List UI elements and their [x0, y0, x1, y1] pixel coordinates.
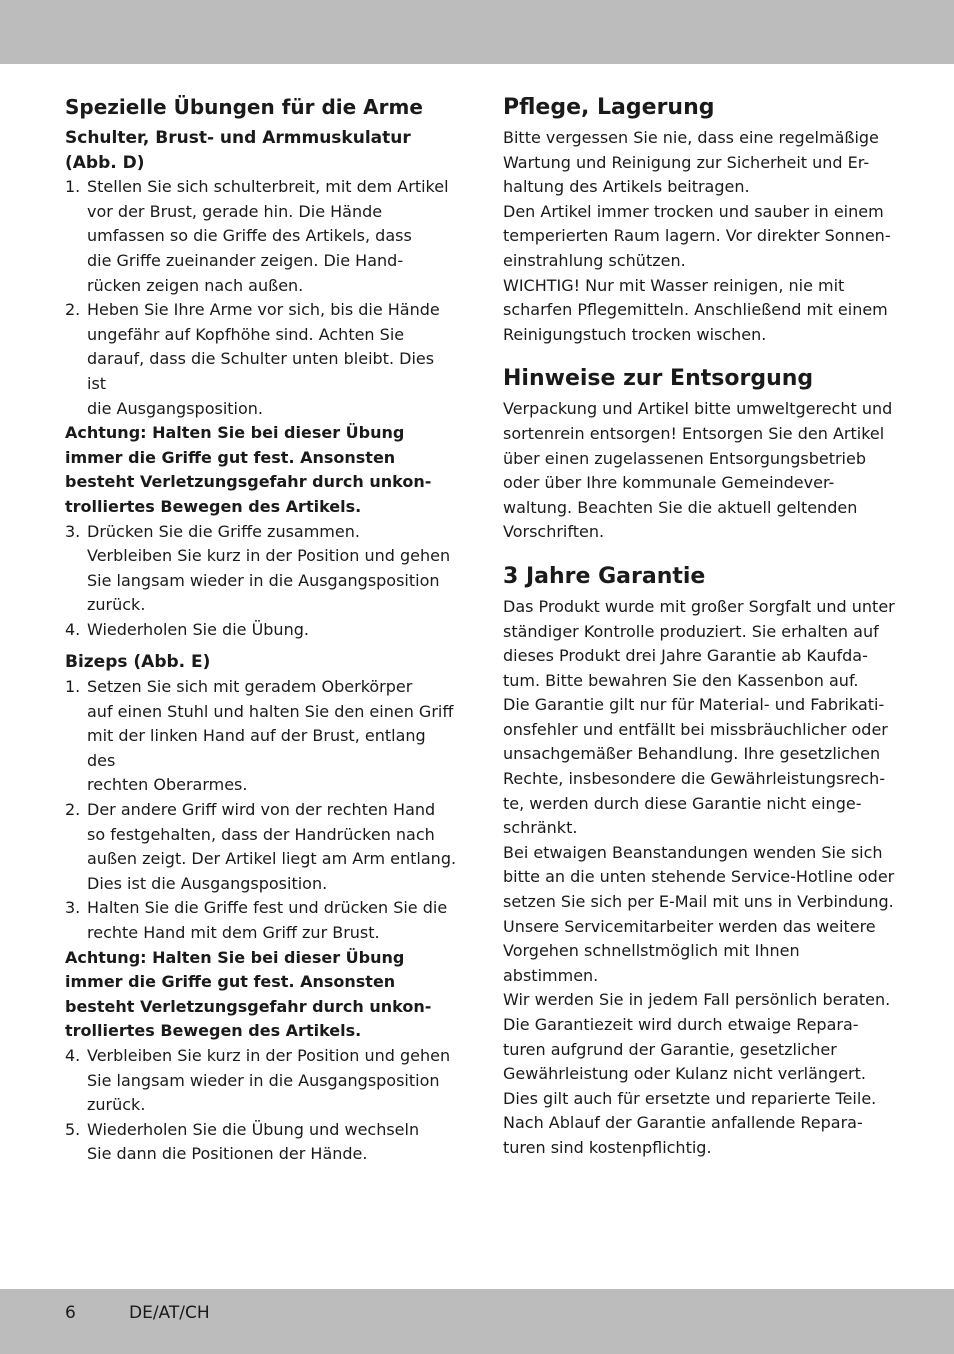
- text-line: Achtung: Halten Sie bei dieser Übung: [65, 423, 405, 443]
- text-line: setzen Sie sich per E-Mail mit uns in Verbindung.: [503, 892, 894, 912]
- list-item-line: Heben Sie Ihre Arme vor sich, bis die Hände: [87, 300, 440, 320]
- text-line: turen sind kostenpflichtig.: [503, 1137, 712, 1157]
- text-line: WICHTIG! Nur mit Wasser reinigen, nie mit: [503, 275, 845, 295]
- list-item: [65, 618, 457, 643]
- text-line: te, werden durch diese Garantie nicht einge-: [503, 793, 862, 813]
- text-line: oder über Ihre kommunale Gemeindever-: [503, 473, 835, 493]
- text-line: Wir werden Sie in jedem Fall persönlich beraten.: [503, 990, 891, 1010]
- care-text: [503, 126, 895, 347]
- section-title-disposal: Hinweise zur Entsorgung: [503, 366, 814, 392]
- text-line: Gewährleistung oder Kulanz nicht verlängert.: [503, 1064, 866, 1084]
- text-line: Verpackung und Artikel bitte umweltgerecht und: [503, 399, 893, 419]
- list-item-line: die Ausgangsposition.: [87, 398, 264, 418]
- list-item-line: auf einen Stuhl und halten Sie den einen Griff: [87, 701, 454, 721]
- text-line: waltung. Beachten Sie die aktuell geltenden: [503, 497, 858, 517]
- text-line: über einen zugelassenen Entsorgungsbetrieb: [503, 448, 866, 468]
- text-line: Nach Ablauf der Garantie anfallende Repara-: [503, 1113, 863, 1133]
- section-title-arm-exercises: Spezielle Übungen für die Arme: [65, 95, 423, 119]
- list-item-line: Verbleiben Sie kurz in der Position und gehen: [87, 1045, 451, 1065]
- text-line: besteht Verletzungsgefahr durch unkon-: [65, 472, 432, 492]
- list-item: [65, 675, 457, 798]
- section-title-care: Pflege, Lagerung: [503, 95, 715, 120]
- left-column: [65, 92, 457, 1167]
- list-item-line: Sie langsam wieder in die Ausgangsposition: [87, 1070, 440, 1090]
- biceps-warning: [65, 946, 457, 1044]
- list-item-number: 2.: [65, 800, 81, 820]
- list-item-line: Dies ist die Ausgangsposition.: [87, 873, 328, 893]
- page-number: 6: [65, 1303, 76, 1323]
- list-item-line: die Griffe zueinander zeigen. Die Hand-: [87, 250, 404, 270]
- list-item-line: vor der Brust, gerade hin. Die Hände: [87, 201, 383, 221]
- list-item-number: 2.: [65, 300, 81, 320]
- list-item-line: Wiederholen Sie die Übung.: [87, 619, 309, 639]
- list-item: [65, 175, 457, 298]
- text-line: tum. Bitte bewahren Sie den Kassenbon auf.: [503, 670, 859, 690]
- list-item-line: Sie langsam wieder in die Ausgangsposition: [87, 570, 440, 590]
- text-line: Achtung: Halten Sie bei dieser Übung: [65, 947, 405, 967]
- list-item-line: ungefähr auf Kopfhöhe sind. Achten Sie: [87, 324, 405, 344]
- text-line: sortenrein entsorgen! Entsorgen Sie den Artikel: [503, 423, 885, 443]
- biceps-steps-b: [65, 1044, 457, 1167]
- list-item-line: darauf, dass die Schulter unten bleibt. Dies ist: [87, 349, 435, 393]
- list-item-line: zurück.: [87, 595, 146, 615]
- text-line: Bei etwaigen Beanstandungen wenden Sie sich: [503, 842, 883, 862]
- subheading-shoulder: [65, 126, 457, 175]
- list-item-line: Der andere Griff wird von der rechten Hand: [87, 800, 436, 820]
- list-item: [65, 1044, 457, 1118]
- text-line: Vorschriften.: [503, 522, 605, 542]
- list-item-line: Verbleiben Sie kurz in der Position und gehen: [87, 546, 451, 566]
- list-item-line: Drücken Sie die Griffe zusammen.: [87, 521, 360, 541]
- text-line: trolliertes Bewegen des Artikels.: [65, 496, 362, 516]
- text-line: turen aufgrund der Garantie, gesetzlicher: [503, 1039, 837, 1059]
- list-item-number: 1.: [65, 177, 81, 197]
- text-line: Wartung und Reinigung zur Sicherheit und Er-: [503, 152, 870, 172]
- text-line: onsfehler und entfällt bei missbräuchlicher oder: [503, 719, 888, 739]
- text-line: Bitte vergessen Sie nie, dass eine regelmäßige: [503, 128, 879, 147]
- list-item-line: Stellen Sie sich schulterbreit, mit dem Artikel: [87, 177, 449, 197]
- list-item: [65, 520, 457, 618]
- text-line: dieses Produkt drei Jahre Garantie ab Kaufda-: [503, 646, 868, 666]
- list-item-number: 3.: [65, 521, 81, 541]
- text-line: einstrahlung schützen.: [503, 250, 686, 270]
- list-item-line: rechte Hand mit dem Griff zur Brust.: [87, 923, 380, 942]
- text-line: Den Artikel immer trocken und sauber in einem: [503, 201, 884, 221]
- text-line: Die Garantie gilt nur für Material- und Fabrikati-: [503, 695, 885, 715]
- list-item-line: rechten Oberarmes.: [87, 775, 248, 795]
- text-line: ständiger Kontrolle produziert. Sie erhalten auf: [503, 621, 879, 641]
- list-item-number: 5.: [65, 1119, 81, 1139]
- list-item-line: außen zeigt. Der Artikel liegt am Arm entlang.: [87, 849, 457, 869]
- biceps-steps-a: [65, 675, 457, 946]
- warranty-text: [503, 595, 895, 1161]
- text-line: Vorgehen schnellstmöglich mit Ihnen abstimmen.: [503, 941, 800, 985]
- text-line: haltung des Artikels beitragen.: [503, 177, 750, 197]
- text-line: temperierten Raum lagern. Vor direkter Sonnen-: [503, 226, 891, 246]
- list-item-line: Setzen Sie sich mit geradem Oberkörper: [87, 677, 413, 697]
- subheading-biceps: Bizeps (Abb. E): [65, 652, 211, 673]
- shoulder-steps-b: [65, 520, 457, 643]
- text-line: immer die Griffe gut fest. Ansonsten: [65, 447, 396, 467]
- list-item-line: umfassen so die Griffe des Artikels, dass: [87, 226, 412, 246]
- text-line: scharfen Pflegemitteln. Anschließend mit einem: [503, 300, 888, 320]
- text-line: bitte an die unten stehende Service-Hotline oder: [503, 867, 895, 887]
- text-line: Reinigungstuch trocken wischen.: [503, 324, 767, 344]
- list-item-number: 3.: [65, 898, 81, 918]
- right-column: [503, 92, 895, 1161]
- list-item-line: Sie dann die Positionen der Hände.: [87, 1144, 368, 1164]
- list-item: [65, 896, 457, 945]
- list-item-line: Halten Sie die Griffe fest und drücken Sie die: [87, 898, 448, 918]
- text-line: Unsere Servicemitarbeiter werden das weitere: [503, 916, 876, 936]
- region-label: DE/AT/CH: [129, 1303, 210, 1323]
- text-line: Die Garantiezeit wird durch etwaige Repara-: [503, 1015, 859, 1034]
- subheading-shoulder-line2: (Abb. D): [65, 152, 145, 173]
- list-item: [65, 298, 457, 421]
- text-line: schränkt.: [503, 818, 578, 838]
- list-item: [65, 1118, 457, 1167]
- list-item: [65, 798, 457, 896]
- list-item-number: 1.: [65, 677, 81, 697]
- disposal-text: [503, 397, 895, 545]
- text-line: unsachgemäßer Behandlung. Ihre gesetzlichen: [503, 744, 881, 764]
- text-line: Dies gilt auch für ersetzte und reparierte Teile.: [503, 1088, 877, 1108]
- list-item-line: rücken zeigen nach außen.: [87, 275, 304, 295]
- text-line: immer die Griffe gut fest. Ansonsten: [65, 972, 396, 992]
- section-title-warranty: 3 Jahre Garantie: [503, 563, 706, 589]
- list-item-line: zurück.: [87, 1095, 146, 1115]
- list-item-line: Wiederholen Sie die Übung und wechseln: [87, 1119, 420, 1139]
- subheading-shoulder-line1: Schulter, Brust- und Armmuskulatur: [65, 128, 411, 148]
- shoulder-warning: [65, 421, 457, 519]
- list-item-number: 4.: [65, 1045, 81, 1065]
- list-item-number: 4.: [65, 619, 81, 639]
- text-line: Rechte, insbesondere die Gewährleistungsrech-: [503, 769, 886, 789]
- text-line: Das Produkt wurde mit großer Sorgfalt und unter: [503, 596, 895, 616]
- list-item-line: mit der linken Hand auf der Brust, entlang des: [87, 726, 426, 770]
- list-item-line: so festgehalten, dass der Handrücken nach: [87, 824, 435, 844]
- text-line: besteht Verletzungsgefahr durch unkon-: [65, 996, 432, 1016]
- text-line: trolliertes Bewegen des Artikels.: [65, 1021, 362, 1041]
- header-bar: [0, 0, 954, 64]
- shoulder-steps-a: [65, 175, 457, 421]
